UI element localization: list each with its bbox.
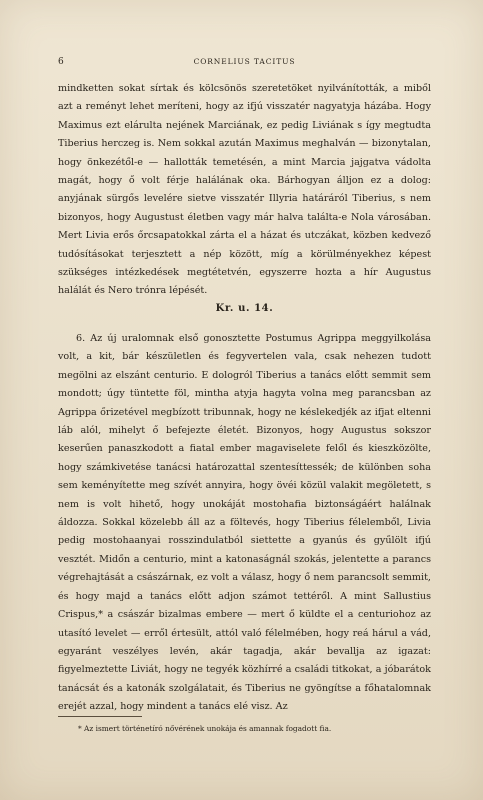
chapter-text [58,330,431,717]
page-number: 6 [58,57,64,67]
continuation-paragraph: mindketten sokat sírtak és kölcsönös szeretetöket nyilvánították, a miből azt a reményt lehet meríteni, hogy az ifjú visszatér nagyatyja házába. Hogy Maximus ezt elárulta nejének Marciának, ez pedig Liviának s így megtudta Tiberius herczeg is. Nem sokkal azután Maximus meghalván — bizonytalan, hogy önkezétől-e — hallották temetésén, a mint Marcia jajgatva vádolta magát, hogy ő volt férje halálának oka. Bárhogyan álljon ez a dolog: anyjának sürgős levelére sietve visszatér Illyria határáról Tiberius, s nem bizonyos, hogy Augustust életben vagy már halva találta-e Nola városában. Mert Livia erős őrcsapatokkal zárta el a házat és utczákat, közben kedvező tudósításokat terjesztett a nép között, míg a körülményekhez képest szükséges intézkedések megtétetvén, egyszerre hozta a hír Augustus halálát és Nero trónra lépését. [58,83,431,297]
footnote: * Az ismert történetíró nővérének unokája és amannak fogadott fia. [78,724,332,733]
footnote-divider [58,716,142,717]
running-title: CORNELIUS TACITUS [193,57,296,66]
section-heading: Kr. u. 14. [215,303,274,314]
chapter-paragraph: 6. Az új uralomnak első gonosztette Postumus Agrippa meggyilkolása volt, a kit, bár készületlen és fegyvertelen vala, csak nehezen tudott megölni az elszánt centurio. E dologról Tiberius a tanács előtt semmit sem mondott; úgy tüntette föl, mintha atyja hagyta volna meg parancsban az Agrippa őrizetével megbízott tribunnak, hogy ne késlekedjék az ifjat eltenni láb alól, mihelyt ő befejezte életét. Bizonyos, hogy Augustus sokszor keserűen panaszkodott a fiatal ember magaviselete felől és kieszközölte, hogy számkivetése tanácsi határozattal szentesíttessék; de különben soha sem keményítette meg szívét annyira, hogy övéi közül valakit megöletett, s nem is volt hihető, hogy unokáját mostohafia biztonságáért halálnak áldozza. Sokkal közelebb áll az a föltevés, hogy Tiberius félelemből, Livia pedig mostohaanyai rosszindulatból siettette a gyanús és gyűlölt ifjú vesztét. Midőn a centurio, mint a katonaságnál szokás, jelentette a parancs végrehajtását a császárnak, ez volt a válasz, hogy ő nem parancsolt semmit, és hogy majd a tanács előtt adjon számot tettéről. A mint Sallustius Crispus,* a császár bizalmas embere — mert ő küldte el a centuriohoz az utasító levelet — erről értesült, attól való félelmében, hogy reá hárul a vád, egyaránt veszélyes levén, akár tagadja, akár bevallja az igazat: figyelmeztette Liviát, hogy ne tegyék közhírré a családi titkokat, a jóbarátok tanácsát és a katonák szolgálatait, és Tiberius ne gyöngítse a főhatalomnak erejét azzal, hogy mindent a tanács elé visz. Az [58,333,431,713]
continuation-text [58,80,431,301]
running-head [58,57,431,71]
